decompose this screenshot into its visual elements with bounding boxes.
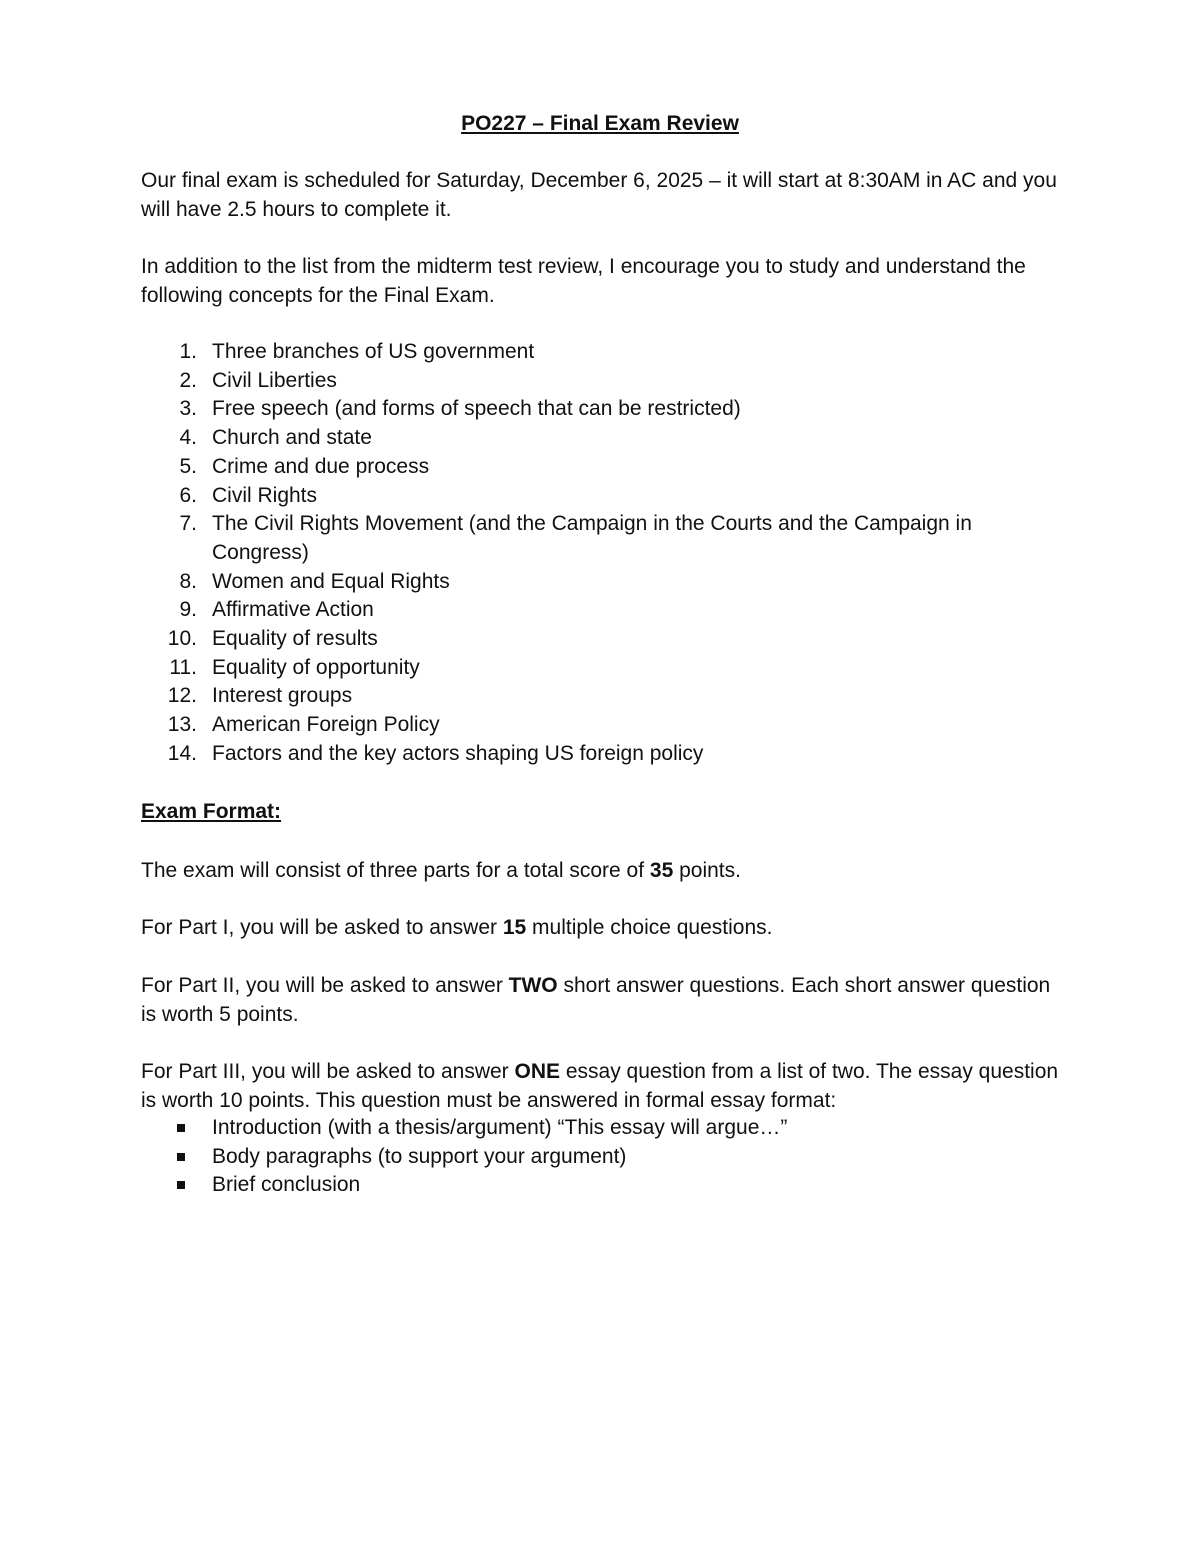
part1-text-after: multiple choice questions. bbox=[526, 916, 773, 939]
list-number: 4. bbox=[179, 426, 197, 450]
total-points-value: 35 bbox=[649, 859, 674, 882]
exam-format-heading: Exam Format: bbox=[141, 800, 282, 823]
essay-format-list bbox=[141, 1114, 1021, 1200]
document-title: PO227 – Final Exam Review bbox=[461, 112, 739, 135]
list-item-text: American Foreign Policy bbox=[212, 713, 440, 737]
list-item-text: Affirmative Action bbox=[212, 598, 374, 622]
square-bullet-icon bbox=[177, 1153, 185, 1161]
part3-text-after: essay question from a list of two. The essay question is worth 10 points. This question must be answered in formal essay format: bbox=[141, 1060, 1059, 1112]
list-item-text: Equality of opportunity bbox=[212, 655, 420, 679]
list-number: 2. bbox=[179, 368, 197, 392]
list-item bbox=[141, 367, 1021, 396]
part1-paragraph bbox=[141, 913, 1066, 942]
list-item-text: The Civil Rights Movement (and the Campaign in the Courts and the Campaign in Congress) bbox=[212, 512, 972, 564]
list-number: 12. bbox=[167, 684, 197, 708]
total-text-before: The exam will consist of three parts for a total score of bbox=[141, 859, 650, 882]
list-number: 3. bbox=[179, 397, 197, 421]
list-item bbox=[141, 482, 1021, 511]
list-item-text: Interest groups bbox=[212, 684, 353, 708]
part2-paragraph bbox=[141, 971, 1066, 1029]
part1-text-before: For Part I, you will be asked to answer bbox=[141, 916, 503, 939]
list-number: 1. bbox=[179, 340, 197, 363]
list-number: 5. bbox=[179, 454, 197, 478]
list-item bbox=[141, 1171, 1021, 1200]
list-item-text: Civil Rights bbox=[212, 483, 318, 507]
part3-text-before: For Part III, you will be asked to answer bbox=[141, 1060, 515, 1083]
list-number: 10. bbox=[167, 627, 197, 651]
list-item bbox=[141, 654, 1021, 683]
list-item-text: Equality of results bbox=[212, 627, 378, 651]
list-item bbox=[141, 395, 1021, 424]
list-item bbox=[141, 596, 1021, 625]
list-item-text: Women and Equal Rights bbox=[212, 569, 450, 593]
list-item bbox=[141, 568, 1021, 597]
part2-text-after: short answer questions. Each short answer question is worth 5 points. bbox=[141, 974, 1051, 1026]
list-number: 11. bbox=[169, 655, 197, 679]
part3-count: ONE bbox=[514, 1060, 561, 1083]
square-bullet-icon bbox=[177, 1124, 185, 1132]
part2-text-before: For Part II, you will be asked to answer bbox=[141, 974, 509, 997]
part1-count: 15 bbox=[502, 916, 527, 939]
list-item-text: Free speech (and forms of speech that can be restricted) bbox=[212, 397, 741, 421]
list-item-text: Brief conclusion bbox=[212, 1173, 361, 1196]
list-item bbox=[141, 682, 1021, 711]
study-concepts-paragraph: In addition to the list from the midterm test review, I encourage you to study and understand the following concepts for the Final Exam. bbox=[141, 255, 1026, 307]
list-item bbox=[141, 740, 1021, 769]
list-item-text: Three branches of US government bbox=[212, 340, 535, 363]
total-score-paragraph bbox=[141, 856, 1066, 885]
list-item bbox=[141, 510, 1021, 567]
exam-schedule-paragraph: Our final exam is scheduled for Saturday, December 6, 2025 – it will start at 8:30AM in AC and you will have 2.5 hours to complete it. bbox=[141, 169, 1057, 221]
list-item bbox=[141, 338, 1021, 367]
list-item bbox=[141, 1114, 1021, 1143]
list-item-text: Introduction (with a thesis/argument) “This essay will argue…” bbox=[212, 1116, 788, 1139]
list-number: 6. bbox=[179, 483, 197, 507]
list-item bbox=[141, 424, 1021, 453]
part2-count: TWO bbox=[508, 974, 558, 997]
total-text-after: points. bbox=[673, 859, 741, 882]
list-number: 9. bbox=[179, 598, 197, 622]
list-number: 13. bbox=[167, 713, 197, 737]
list-number: 7. bbox=[179, 512, 197, 536]
concepts-list bbox=[141, 338, 1021, 769]
list-item-text: Factors and the key actors shaping US foreign policy bbox=[212, 741, 704, 765]
list-item-text: Church and state bbox=[212, 426, 372, 450]
part3-paragraph bbox=[141, 1057, 1066, 1115]
list-number: 8. bbox=[179, 569, 197, 593]
list-item bbox=[141, 1143, 1021, 1172]
list-item-text: Crime and due process bbox=[212, 454, 430, 478]
square-bullet-icon bbox=[177, 1181, 185, 1189]
list-item bbox=[141, 711, 1021, 740]
list-item bbox=[141, 453, 1021, 482]
list-item bbox=[141, 625, 1021, 654]
list-item-text: Civil Liberties bbox=[212, 368, 337, 392]
list-item-text: Body paragraphs (to support your argument) bbox=[212, 1144, 627, 1168]
list-number: 14. bbox=[167, 741, 197, 765]
